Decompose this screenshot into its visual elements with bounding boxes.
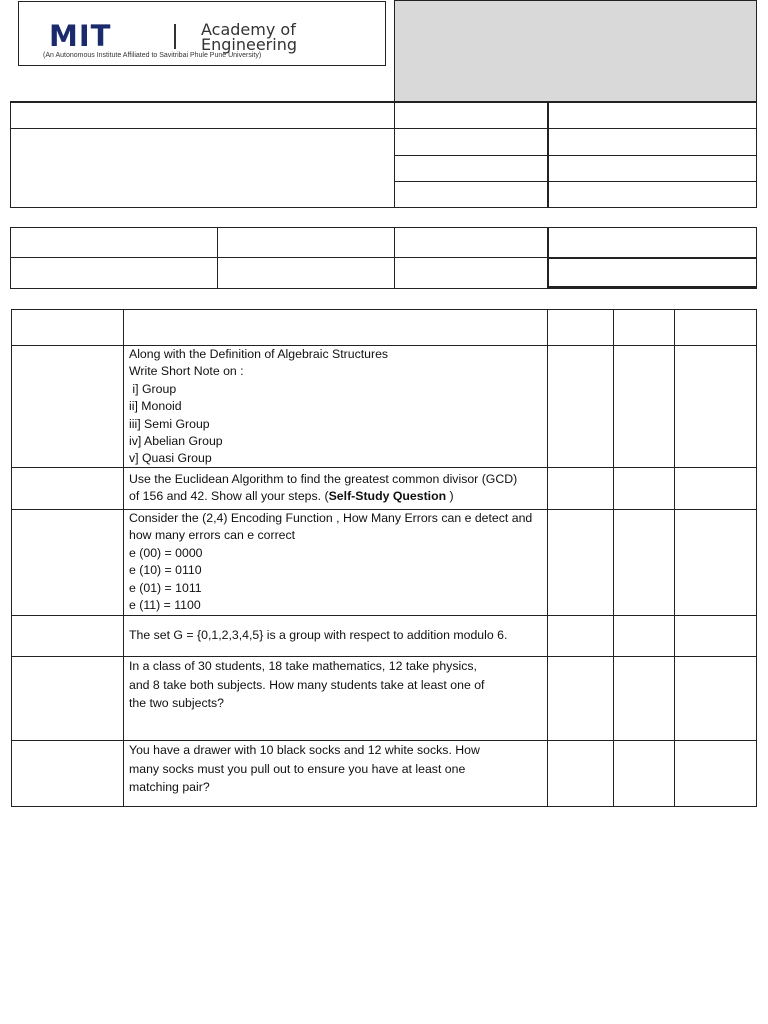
question-1-line: iii] Semi Group	[129, 416, 210, 431]
info-table-2-col-divider	[394, 228, 395, 288]
questions-col-divider	[674, 310, 675, 806]
institute-logo	[18, 1, 386, 66]
logo-academy-text	[201, 22, 297, 52]
question-cell-1	[124, 345, 547, 467]
question-text-6	[129, 741, 480, 797]
question-cell-6	[124, 740, 547, 806]
question-6-line: You have a drawer with 10 black socks and 12 white socks. How	[129, 743, 480, 757]
header-grey-box	[394, 0, 757, 102]
question-1-line: i] Group	[129, 381, 177, 396]
info-table-2-col-divider-thick	[547, 228, 549, 288]
question-cell-5	[124, 656, 547, 740]
info-table-2	[10, 227, 757, 289]
info-table-1-cell	[11, 128, 394, 129]
question-5-line: In a class of 30 students, 18 take mathematics, 12 take physics,	[129, 659, 477, 673]
logo-mit-text: MIT	[49, 19, 112, 53]
question-text-2	[129, 471, 517, 506]
self-study-label: Self-Study Question	[328, 489, 447, 504]
question-1-line: Write Short Note on :	[129, 364, 244, 379]
question-2-line-2-text: of 156 and 42. Show all your steps. (	[129, 489, 329, 504]
question-1-line: v] Quasi Group	[129, 451, 212, 466]
question-3-line: e (00) = 0000	[129, 545, 203, 560]
info-table-2-col-divider	[217, 228, 218, 288]
question-6-line: many socks must you pull out to ensure you have at least one	[129, 761, 466, 776]
question-1-line: Along with the Definition of Algebraic Structures	[129, 347, 389, 361]
questions-table	[11, 309, 757, 807]
question-cell-3	[124, 509, 547, 615]
info-table-1-row-divider	[394, 181, 756, 182]
question-cell-2	[124, 467, 547, 509]
question-text-1	[129, 346, 388, 468]
info-table-1	[10, 101, 757, 208]
question-1-line: iv] Abelian Group	[129, 434, 223, 449]
question-3-line: e (10) = 0110	[129, 563, 202, 578]
question-4-line: The set G = {0,1,2,3,4,5} is a group with respect to addition modulo 6.	[129, 628, 508, 642]
question-3-line: how many errors can e correct	[129, 528, 296, 543]
question-3-line: Consider the (2,4) Encoding Function , How Many Errors can e detect and	[129, 511, 533, 525]
logo-academy-line2: Engineering	[201, 35, 297, 54]
question-text-3	[129, 510, 532, 614]
question-6-line: matching pair?	[129, 780, 210, 794]
info-table-2-row-divider	[11, 257, 547, 258]
question-5-line: the two subjects?	[129, 696, 225, 710]
info-table-1-row-divider	[394, 155, 756, 156]
questions-col-divider	[547, 310, 548, 806]
questions-col-divider	[613, 310, 614, 806]
question-5-line: and 8 take both subjects. How many students take at least one of	[129, 677, 485, 692]
info-table-2-row-divider-thick	[547, 257, 757, 259]
question-3-line: e (11) = 1100	[129, 598, 201, 613]
question-1-line: ii] Monoid	[129, 399, 182, 414]
question-2-suffix: )	[446, 489, 454, 504]
question-text-4	[129, 627, 507, 644]
logo-academy-line1: Academy of	[201, 20, 296, 39]
logo-subtitle: (An Autonomous Institute Affiliated to Savitribai Phule Pune University)	[43, 52, 262, 59]
question-cell-4	[124, 615, 547, 656]
info-table-1-row-divider	[394, 128, 756, 129]
logo-divider	[174, 24, 176, 49]
question-2-line: Use the Euclidean Algorithm to find the greatest common divisor (GCD)	[129, 472, 518, 486]
info-table-2-bottom-thick	[547, 286, 757, 288]
question-2-line-2	[129, 488, 517, 505]
question-3-line: e (01) = 1011	[129, 580, 202, 595]
question-text-5	[129, 657, 484, 713]
